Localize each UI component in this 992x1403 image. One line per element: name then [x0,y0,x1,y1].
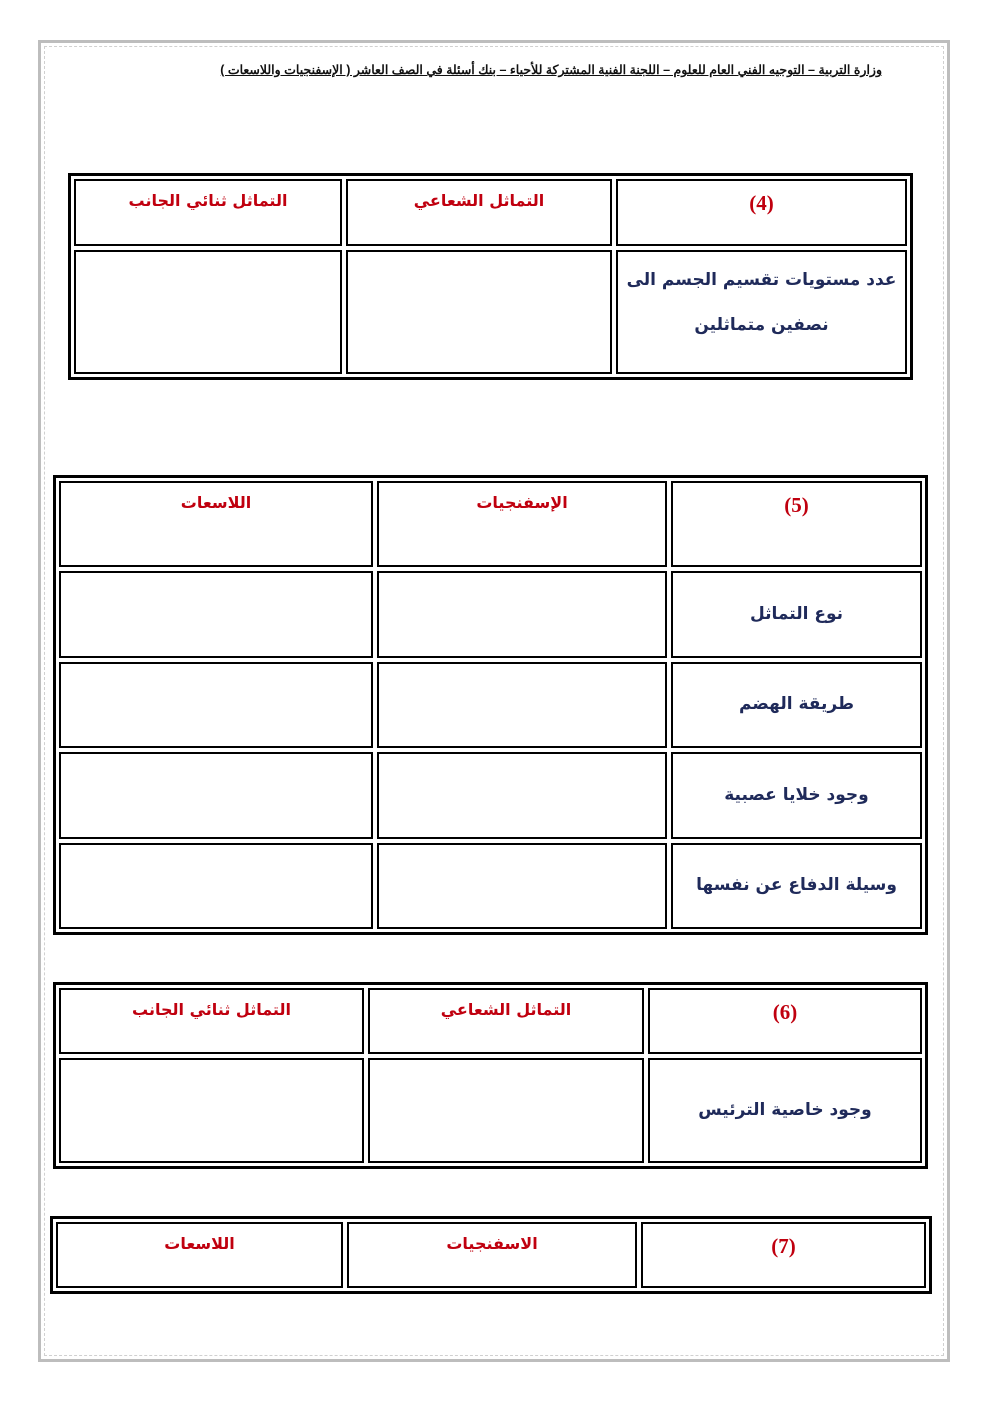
question-number: (6) [648,988,922,1054]
page-header: وزارة التربية – التوجيه الفني العام للعلوم – اللجنة الفنية المشتركة للأحياء – بنك أسئلة في الصف العاشر ( الإسفنجيات واللاسعات ) [220,63,882,77]
row-label: عدد مستويات تقسيم الجسم الى نصفين متماثلين [616,250,907,374]
question-number: (4) [616,179,907,246]
question-table-6 [53,982,928,1169]
row-label: نوع التماثل [671,571,922,658]
answer-cell[interactable] [368,1058,644,1163]
column-header: اللاسعات [56,1222,343,1288]
column-header: التماثل ثنائي الجانب [74,179,342,246]
answer-cell[interactable] [59,752,373,839]
column-header: اللاسعات [59,481,373,567]
column-header: التماثل الشعاعي [346,179,612,246]
column-header: الإسفنجيات [377,481,667,567]
column-header: التماثل ثنائي الجانب [59,988,364,1054]
row-label: وجود خلايا عصبية [671,752,922,839]
answer-cell[interactable] [377,752,667,839]
question-table-5 [53,475,928,935]
answer-cell[interactable] [59,843,373,930]
answer-cell[interactable] [346,250,612,374]
answer-cell[interactable] [74,250,342,374]
row-label: وجود خاصية الترئيس [648,1058,922,1163]
question-number: (7) [641,1222,926,1288]
answer-cell[interactable] [59,1058,364,1163]
question-table-7 [50,1216,932,1294]
question-table-4 [68,173,913,380]
answer-cell[interactable] [377,571,667,658]
row-label: وسيلة الدفاع عن نفسها [671,843,922,930]
answer-cell[interactable] [59,571,373,658]
column-header: الاسفنجيات [347,1222,637,1288]
question-number: (5) [671,481,922,567]
answer-cell[interactable] [377,662,667,749]
answer-cell[interactable] [59,662,373,749]
column-header: التماثل الشعاعي [368,988,644,1054]
answer-cell[interactable] [377,843,667,930]
row-label: طريقة الهضم [671,662,922,749]
